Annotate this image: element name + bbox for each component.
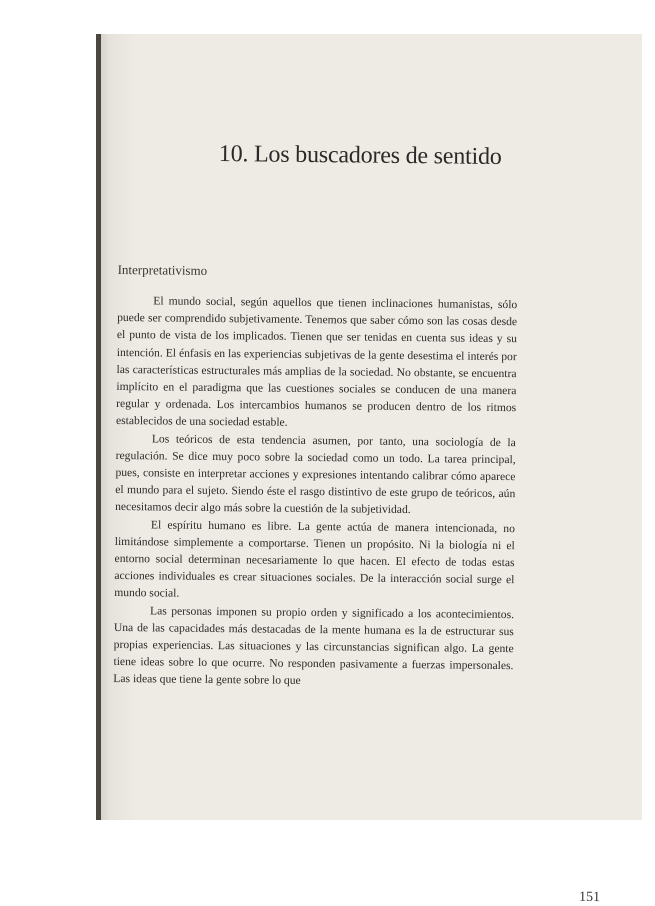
- paragraph: El espíritu humano es libre. La gente actúa de manera intencionada, no limitándose simplemente a comportarse. Tienen un propósito. Ni la biología ni el entorno social determinan necesariamente lo que hacen. El efecto de todas estas acciones individuales es crear situaciones sociales. De la interacción social surge el mundo social.: [114, 517, 516, 601]
- chapter-title: 10. Los buscadores de sentido: [218, 141, 502, 171]
- paragraph: El mundo social, según aquellos que tienen inclinaciones humanistas, sólo puede ser comprendido subjetivamente. Tenemos que saber cómo son las cosas desde el punto de vista de los implicados. Tienen que ser tenidas en cuenta sus ideas y su intención. El énfasis en las experiencias subjetivas de la gente desestima el interés por las características estructurales más amplias de la sociedad. No obstante, se encuentra implícito en el paradigma que las cuestiones sociales se conducen de una manera regular y ordenada. Los intercambios humanos se producen dentro de los ritmos establecidos de una sociedad estable.: [115, 294, 518, 430]
- paragraph: Los teóricos de esta tendencia asumen, por tanto, una sociología de la regulación. Se dice muy poco sobre la sociedad como un todo. La tarea principal, pues, consiste en interpretar acciones y expresiones intentando calibrar cómo aparece el mundo para el sujeto. Siendo éste el rasgo distintivo de este grupo de teóricos, aún necesitamos decir algo más sobre la cuestión de la subjetividad.: [115, 431, 516, 517]
- page-number: 151: [578, 889, 601, 906]
- paragraph: Las personas imponen su propio orden y significado a los acontecimientos. Una de las capacidades más destacadas de la mente humana es la de estructurar sus propias experiencias. Las situaciones y las circunstancias significan algo. La gente tiene ideas sobre lo que ocurre. No responden pasivamente a fuerzas impersonales. Las ideas que tiene la gente sobre lo que: [113, 604, 515, 688]
- section-heading: Interpretativismo: [117, 261, 208, 278]
- book-spine-shadow: [96, 34, 101, 820]
- body-text: [113, 292, 517, 692]
